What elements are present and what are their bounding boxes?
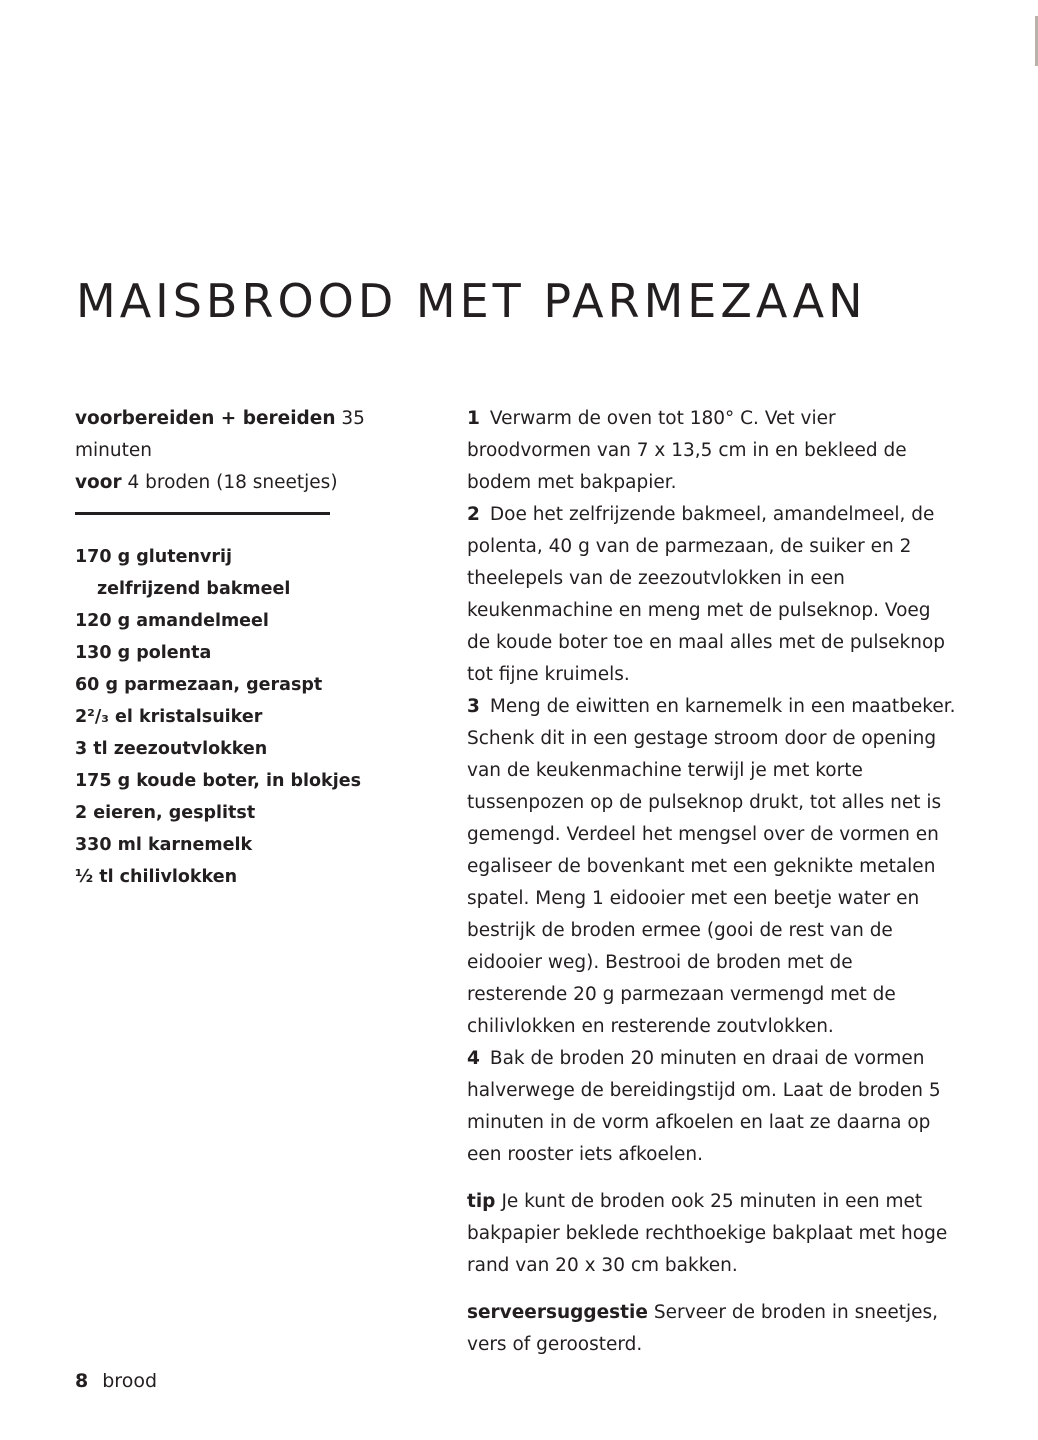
serving-suggestion xyxy=(467,1297,957,1361)
tip-paragraph xyxy=(467,1186,957,1282)
yield-label: voor xyxy=(75,472,122,493)
method xyxy=(467,403,957,1361)
step-text: Bak de broden 20 minuten en draai de vormen halverwege de bereidingstijd om. Laat de broden 5 minuten in de vorm afkoelen en laat ze daarna op een rooster iets afkoelen. xyxy=(467,1048,941,1165)
tip-text: Je kunt de broden ook 25 minuten in een met bakpapier beklede rechthoekige bakplaat met hoge rand van 20 x 30 cm bakken. xyxy=(467,1191,948,1276)
ingredient-item: 170 g glutenvrij xyxy=(75,547,232,567)
method-step xyxy=(467,691,957,1043)
ingredient-list xyxy=(75,541,445,893)
yield-value: 4 broden (18 sneetjes) xyxy=(127,472,338,493)
ingredient-item: 130 g polenta xyxy=(75,643,212,663)
recipe-sidebar xyxy=(75,403,445,893)
step-number: 3 xyxy=(467,696,480,717)
ingredient-item: 2 eieren, gesplitst xyxy=(75,803,256,823)
prep-time xyxy=(75,403,445,467)
page-number: 8 xyxy=(75,1370,89,1392)
step-number: 4 xyxy=(467,1048,480,1069)
section-name: brood xyxy=(102,1370,157,1392)
ingredient-item: zelfrijzend bakmeel xyxy=(97,579,291,599)
step-number: 1 xyxy=(467,408,480,429)
step-text: Verwarm de oven tot 180° C. Vet vier broodvormen van 7 x 13,5 cm in en bekleed de bodem met bakpapier. xyxy=(467,408,907,493)
prep-value: 35 minuten xyxy=(75,408,365,461)
method-step xyxy=(467,1043,957,1171)
step-number: 2 xyxy=(467,504,480,525)
step-text: Meng de eiwitten en karnemelk in een maatbeker. Schenk dit in een gestage stroom door de opening van de keukenmachine terwijl je met korte tussenpozen op de pulseknop drukt, tot alles net is gemengd. Verdeel het mengsel over de vormen en egaliseer de bovenkant met een geknikte metalen spatel. Meng 1 eidooier met een beetje water en bestrijk de broden ermee (gooi de rest van de eidooier weg). Bestrooi de broden met de resterende 20 g parmezaan vermengd met de chilivlokken en resterende zoutvlokken. xyxy=(467,696,956,1037)
divider xyxy=(75,512,330,515)
prep-label: voorbereiden + bereiden xyxy=(75,408,336,429)
ingredient-item: 2²/₃ el kristalsuiker xyxy=(75,707,263,727)
ingredient-item: 120 g amandelmeel xyxy=(75,611,269,631)
recipe-title: MAISBROOD MET PARMEZAAN xyxy=(76,274,867,328)
serve-text: Serveer de broden in sneetjes, vers of geroosterd. xyxy=(467,1302,939,1355)
ingredient-item: 60 g parmezaan, geraspt xyxy=(75,675,323,695)
step-text: Doe het zelfrijzende bakmeel, amandelmeel, de polenta, 40 g van de parmezaan, de suiker en 2 theelepels van de zeezoutvlokken in een keukenmachine en meng met de pulseknop. Voeg de koude boter toe en maal alles met de pulseknop tot fijne kruimels. xyxy=(467,504,946,685)
serve-label: serveersuggestie xyxy=(467,1302,648,1323)
ingredient-item: ½ tl chilivlokken xyxy=(75,867,238,887)
method-step xyxy=(467,499,957,691)
method-step xyxy=(467,403,957,499)
tip-label: tip xyxy=(467,1191,496,1212)
ingredient-item: 330 ml karnemelk xyxy=(75,835,253,855)
ingredient-item: 175 g koude boter, in blokjes xyxy=(75,771,361,791)
page-footer xyxy=(75,1365,157,1397)
ingredient-item: 3 tl zeezoutvlokken xyxy=(75,739,268,759)
recipe-yield xyxy=(75,467,445,499)
